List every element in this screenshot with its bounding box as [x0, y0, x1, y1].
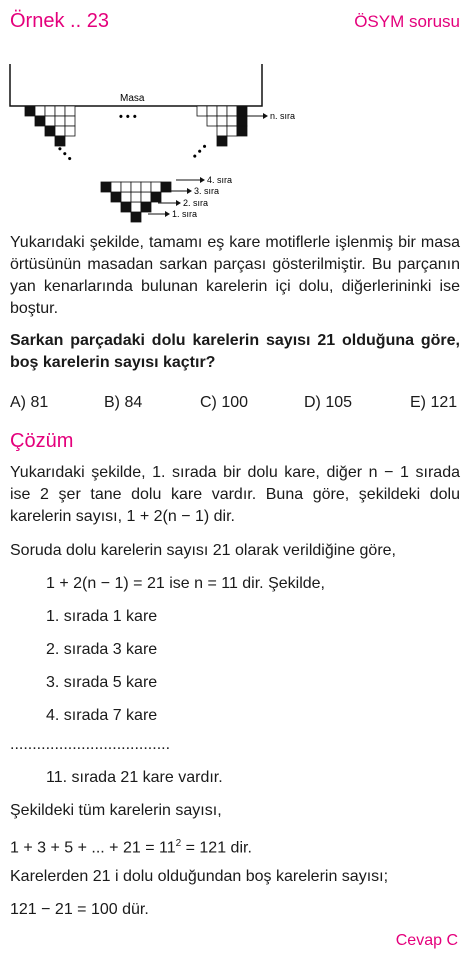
row-count-2: 2. sırada 3 kare: [46, 641, 158, 658]
empty-square: [111, 182, 121, 192]
row-label: n. sıra: [270, 111, 296, 121]
filled-square: [217, 136, 227, 146]
row-label: 1. sıra: [172, 209, 198, 219]
solution-paragraph-1: Yukarıdaki şekilde, 1. sırada bir dolu kare, diğer n − 1 sırada ise 2 şer tane dolu kare vardır. Buna göre, şekildeki dolu karelerin sayısı, 1 + 2(n − 1) dir.: [10, 464, 460, 525]
choice-d[interactable]: D) 105: [304, 394, 353, 411]
row-arrow-head: [165, 211, 170, 217]
empty-square: [65, 126, 75, 136]
choice-a[interactable]: A) 81: [10, 394, 49, 411]
row-count-4: 4. sırada 7 kare: [46, 707, 158, 724]
table-label: Masa: [120, 93, 145, 104]
filled-square: [121, 202, 131, 212]
filled-square: [151, 192, 161, 202]
filled-square: [111, 192, 121, 202]
right-dots: • • •: [189, 141, 211, 163]
empty-square: [151, 182, 161, 192]
filled-square: [237, 116, 247, 126]
filled-square: [35, 116, 45, 126]
equation-3: 121 − 21 = 100 dür.: [10, 901, 149, 918]
example-title: Örnek .. 23: [10, 10, 109, 32]
empty-square: [217, 126, 227, 136]
row-label: 3. sıra: [194, 186, 220, 196]
solution-paragraph-3: Şekildeki tüm karelerin sayısı,: [10, 802, 222, 819]
empty-square: [141, 192, 151, 202]
filled-square: [101, 182, 111, 192]
empty-square: [131, 182, 141, 192]
empty-square: [207, 106, 217, 116]
empty-square: [217, 116, 227, 126]
solution-paragraph-4: Karelerden 21 i dolu olduğundan boş karelerin sayısı;: [10, 868, 389, 885]
top-dots: • • •: [119, 111, 137, 123]
empty-square: [45, 106, 55, 116]
square-grid: [25, 106, 247, 222]
choice-c[interactable]: C) 100: [200, 394, 249, 411]
empty-square: [227, 116, 237, 126]
equation-1: 1 + 2(n − 1) = 21 ise n = 11 dir. Şekilde,: [46, 575, 325, 592]
empty-square: [45, 116, 55, 126]
choice-b[interactable]: B) 84: [104, 394, 143, 411]
filled-square: [25, 106, 35, 116]
left-dots: • • •: [53, 143, 75, 165]
empty-square: [121, 182, 131, 192]
filled-square: [131, 212, 141, 222]
answer-label: Cevap C: [395, 932, 458, 949]
empty-square: [217, 106, 227, 116]
tablecloth-figure: [0, 50, 474, 232]
empty-square: [141, 182, 151, 192]
empty-square: [131, 192, 141, 202]
empty-square: [227, 126, 237, 136]
empty-square: [121, 192, 131, 202]
empty-square: [207, 116, 217, 126]
row-label: 4. sıra: [207, 175, 233, 185]
filled-square: [237, 106, 247, 116]
equation-2: 1 + 3 + 5 + ... + $21 = 11^2 = 121$ dir.: [10, 838, 252, 857]
filled-square: [45, 126, 55, 136]
empty-square: [35, 106, 45, 116]
empty-square: [55, 106, 65, 116]
row-count-11: 11. sırada 21 kare vardır.: [46, 769, 223, 786]
row-arrow-head: [263, 113, 268, 119]
filled-square: [237, 126, 247, 136]
empty-square: [197, 106, 207, 116]
row-label: 2. sıra: [183, 198, 209, 208]
row-arrow-head: [187, 188, 192, 194]
row-arrow-head: [176, 200, 181, 206]
question-text: Yukarıdaki şekilde, tamamı eş kare motiflerle işlenmiş bir masa örtüsünün masadan sarkan parçası gösterilmiştir. Bu parçanın yan kenarlarında bulunan karelerin içi dolu, diğerlerininki ise boştur.: [10, 234, 460, 317]
row-arrow-head: [200, 177, 205, 183]
empty-square: [65, 116, 75, 126]
row-count-1: 1. sırada 1 kare: [46, 608, 158, 625]
solution-paragraph-2: Soruda dolu karelerin sayısı 21 olarak verildiğine göre,: [10, 542, 396, 559]
ellipsis-line: ....................................: [10, 736, 171, 753]
empty-square: [227, 106, 237, 116]
empty-square: [65, 106, 75, 116]
empty-square: [55, 126, 65, 136]
choice-e[interactable]: E) 121: [410, 394, 458, 411]
filled-square: [141, 202, 151, 212]
source-label: ÖSYM sorusu: [354, 12, 460, 31]
empty-square: [55, 116, 65, 126]
solution-title: Çözüm: [10, 430, 74, 452]
question-prompt: Sarkan parçadaki dolu karelerin sayısı 21 olduğuna göre, boş karelerin sayısı kaçtır?: [10, 332, 460, 371]
row-count-3: 3. sırada 5 kare: [46, 674, 158, 691]
empty-square: [131, 202, 141, 212]
